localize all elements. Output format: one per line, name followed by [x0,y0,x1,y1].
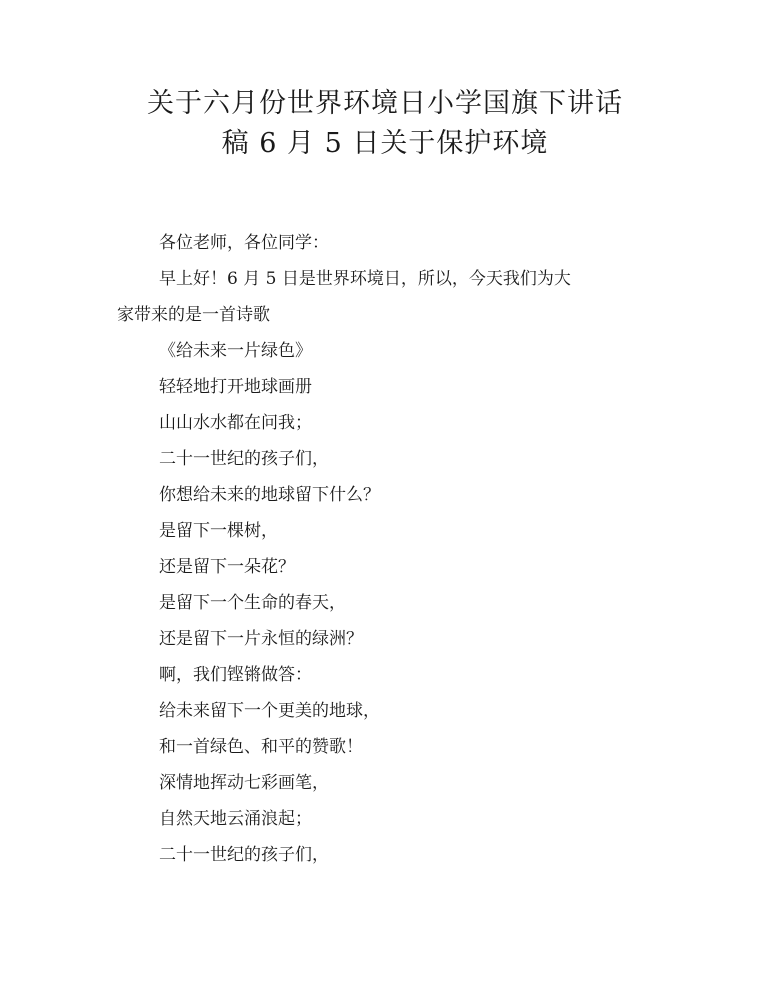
poem-line: 山山水水都在问我； [159,413,312,433]
poem-line: 和一首绿色、和平的赞歌！ [159,737,363,757]
poem-title: 《给未来一片绿色》 [159,341,312,361]
poem-line: 深情地挥动七彩画笔， [159,773,329,793]
poem-line: 还是留下一朵花？ [159,557,295,577]
poem-line: 给未来留下一个更美的地球， [159,701,380,721]
poem-line: 你想给未来的地球留下什么？ [159,485,380,505]
poem-line: 二十一世纪的孩子们， [159,449,329,469]
poem-line: 轻轻地打开地球画册 [159,377,312,397]
poem-line: 是留下一个生命的春天， [159,593,346,613]
poem-line: 还是留下一片永恒的绿洲？ [159,629,363,649]
poem-line: 自然天地云涌浪起； [159,809,312,829]
poem-line: 是留下一棵树， [159,521,278,541]
paragraph-greeting: 各位老师，各位同学： [159,233,329,253]
document-title [60,84,710,164]
poem-line: 二十一世纪的孩子们， [159,845,329,865]
paragraph-intro-continued: 家带来的是一首诗歌 [117,305,270,325]
poem-line: 啊，我们铿锵做答： [159,665,312,685]
document-body [117,225,657,873]
title-line-1: 关于六月份世界环境日小学国旗下讲话 [147,88,623,119]
paragraph-intro: 早上好！6 月 5 日是世界环境日，所以，今天我们为大 [159,269,571,289]
title-line-2: 稿 6 月 5 日关于保护环境 [221,128,549,159]
